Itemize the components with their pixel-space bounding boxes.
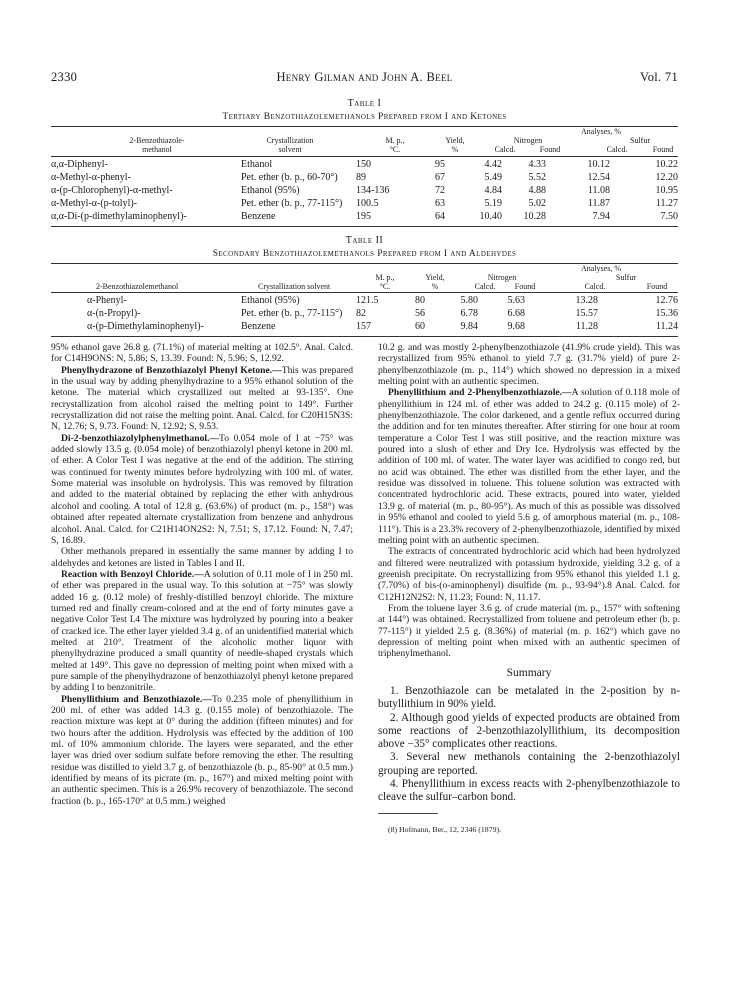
- table-cell: 10.12: [587, 159, 610, 170]
- summary-item: 2. Although good yields of expected products are obtained from some reactions of 2-benzothiazolyllithium, its decomposition above −35° complicates other reactions.: [378, 711, 680, 751]
- table-row: [51, 159, 678, 172]
- table-cell: 134-136: [356, 185, 390, 196]
- table-cell: 11.28: [575, 321, 598, 332]
- table-cell: 11.24: [655, 321, 678, 332]
- table-row: [51, 185, 678, 198]
- table-cell: 6.68: [507, 308, 525, 319]
- table-cell: 12.20: [655, 172, 678, 183]
- paragraph: [51, 433, 353, 546]
- table-2-n-calcd-header: Calcd.: [474, 282, 496, 291]
- right-text-column: [378, 342, 680, 835]
- table-cell: 6.78: [460, 308, 478, 319]
- paragraph-heading: Reaction with Benzoyl Chloride.—: [61, 568, 204, 580]
- table-cell: Benzene: [241, 211, 276, 222]
- paragraph-text: A solution of 0.118 mole of phenyllithium in 124 ml. of ether was added to 24.2 g. (0.115 mole) of 2-phenylbenzothiazole. The color darkened, and a gentle reflux occurred during the addition and for ten minutes thereafter. After stirring for one hour at room temperature a Color Test I was still positive, and the reaction mixture was poured into a slush of ether and Dry Ice. Hydrolysis was effected by the addition of 100 ml. of water. The water layer was acidified to congo red, but no acid was obtained. The ether was distilled from the ether layer, and the residue was dissolved in toluene. This toluene solution was extracted with concentrated hydrochloric acid. These extracts, poured into water, yielded 13.9 g. of material (m. p., 80-95°). As much of this as possible was dissolved in 95% ethanol and cooled to yield 5.6 g. of amorphous material (m. p., 108-111°). This is a 23.3% recovery of 2-phenylbenzothiazole, identified by mixed melting point with an authentic specimen.: [378, 387, 680, 546]
- table-cell: α-(p-Dimethylaminophenyl)-: [87, 321, 204, 332]
- paragraph-text: A solution of 0.11 mole of I in 250 ml. of ether was prepared in the usual way. To this solution at −75° was slowly added 16 g. (0.12 mole) of freshly-distilled benzoyl chloride. The mixture turned red and finally cream-colored and at the end of forty minutes gave a negative Color Test I.4 The mixture was hydrolyzed by pouring into a beaker of cracked ice. The ether layer yielded 3.4 g. of an unidentified material which melted at 210°. Treatment of the alcoholic mother liquor with phenylhydrazine produced a small quantity of needle-shaped crystals which melted at 149°. This gave no depression of melting point when mixed with a pure sample of the phenylhydrazone of benzothiazolyl phenyl ketone prepared by adding I to benzonitrile.: [51, 568, 353, 694]
- table-row: [51, 321, 678, 334]
- table-cell: α-Phenyl-: [87, 295, 127, 306]
- table-2-nitrogen-header: Nitrogen: [487, 273, 517, 282]
- paragraph-text: The extracts of concentrated hydrochloric acid which had been hydrolyzed and filtered were neutralized with potassium hydroxide, yielding 3.2 g. of a greenish precipitate. On recrystallizing from 95% ethanol this yielded 1.1 g. (7.70%) of bis-(o-aminophenyl) disulfide (m. p., 93-94°).8 Anal. Calcd. for C12H12N2S2: N, 11.23; Found: N, 11.17.: [378, 546, 680, 603]
- paragraph-heading: Phenylhydrazone of Benzothiazolyl Phenyl Ketone.—: [61, 364, 282, 376]
- table-row: [51, 172, 678, 185]
- table-cell: 67: [435, 172, 445, 183]
- summary-item: 4. Phenyllithium in excess reacts with 2-phenylbenzothiazole to cleave the sulfur–carbon bond.: [378, 778, 680, 804]
- table-2-yield-header: Yield, %: [425, 273, 445, 291]
- right-paragraphs: [378, 342, 680, 660]
- table-2-mp-header: M. p., °C.: [375, 273, 395, 291]
- table-cell: Benzene: [241, 321, 276, 332]
- table-cell: 72: [435, 185, 445, 196]
- table-cell: 11.08: [587, 185, 610, 196]
- table-1-nitrogen-header: Nitrogen: [513, 136, 543, 145]
- table-cell: 82: [356, 308, 366, 319]
- table-1-bottom-rule: [51, 226, 678, 227]
- footnote: (8) Hofmann, Ber., 12, 2346 (1879).: [388, 824, 502, 834]
- table-cell: 157: [356, 321, 371, 332]
- table-cell: Pet. ether (b. p., 60-70°): [241, 172, 338, 183]
- table-2-label: Table II: [345, 235, 384, 246]
- paragraph-text: To 0.235 mole of phenyllithium in 200 ml. of ether was added 14.3 g. (0.155 mole) of benzothiazole. The reaction mixture was kept at 0° during the addition (fifteen minutes) and for two hours after the addition. Hydrolysis was effected by the addition of 100 ml. of 10% ammonium chloride. The layers were separated, and the ether layer was dried over sodium sulfate before removing the ether. The resulting residue was distilled to yield 3.7 g. of benzothiazole (b. p., 85-90° at 0.5 mm.) identified by means of its picrate (m. p., 167°) and mixed melting point with an authentic specimen. This is a 26.9% recovery of benzothiazole. The second fraction (b. p., 165-170° at 0.5 mm.) weighed: [51, 693, 353, 807]
- table-1-analyses-header: Analyses, %: [581, 127, 621, 136]
- table-1-sulfur-header: Sulfur: [630, 136, 650, 145]
- table-cell: 9.68: [507, 321, 525, 332]
- paragraph-text: This was prepared in the usual way by adding phenylhydrazine to a 95% ethanol solution of the ketone. The material which crystallized out melted at 93-135°. One recrystallization from alcohol raised the melting point to 149°. Further recrystallization did not raise the melting point. Anal. Calcd. for C20H15N3S: N, 12.76; S, 9.73. Found: N, 12.92; S, 9.53.: [51, 364, 353, 433]
- table-1-s-calcd-header: Calcd.: [606, 145, 628, 154]
- table-cell: 11.27: [655, 198, 678, 209]
- table-cell: Ethanol (95%): [241, 185, 300, 196]
- table-cell: 195: [356, 211, 371, 222]
- table-cell: 5.52: [528, 172, 546, 183]
- table-cell: 150: [356, 159, 371, 170]
- running-header: [51, 70, 678, 86]
- table-cell: 9.84: [460, 321, 478, 332]
- table-cell: α-Methyl-α-(p-tolyl)-: [51, 198, 138, 209]
- table-cell: 89: [356, 172, 366, 183]
- table-cell: 121.5: [356, 295, 379, 306]
- table-row: [51, 211, 678, 224]
- table-cell: Pet. ether (b. p., 77-115°): [241, 198, 343, 209]
- table-1-mp-header: M. p., °C.: [385, 136, 405, 154]
- table-cell: α,α-Diphenyl-: [51, 159, 108, 170]
- table-cell: Pet. ether (b. p., 77-115°): [241, 308, 343, 319]
- paragraph: [51, 569, 353, 694]
- paragraph-text: To 0.054 mole of I at −75° was added slowly 13.5 g. (0.054 mole) of benzothiazolyl phenyl ketone in 200 ml. of ether. A Color Test I was negative at the end of the addition. The stirring was continued for twenty minutes before hydrolyzing with 100 ml. of water. Some material was insoluble on hydrolysis. This was removed by filtration and added to the material obtained by replacing the ether with anhydrous alcohol and cooling. A total of 12.8 g. (63.6%) of product (m. p., 158°) was obtained after repeated alternate crystallization from benzene and anhydrous alcohol. Anal. Calcd. for C21H14ON2S2: N, 7.51; S, 17.12. Found: N, 7.47; S, 16.89.: [51, 432, 353, 546]
- table-1-header-rule: [51, 156, 678, 157]
- table-1-label: Table I: [347, 98, 382, 109]
- table-cell: 4.33: [528, 159, 546, 170]
- table-1-yield-header: Yield, %: [445, 136, 465, 154]
- table-2-s-calcd-header: Calcd.: [584, 282, 606, 291]
- table-1-title: Tertiary Benzothiazolemethanols Prepared from I and Ketones: [222, 112, 507, 122]
- volume-label: Vol. 71: [640, 70, 678, 84]
- paragraph-text: Other methanols prepared in essentially the same manner by adding I to aldehydes and ketones are listed in Tables I and II.: [51, 546, 353, 569]
- table-cell: 13.28: [575, 295, 598, 306]
- paragraph-text: 95% ethanol gave 26.8 g. (71.1%) of material melting at 102.5°. Anal. Calcd. for C14H9ONS: N, 5.86; S, 13.39. Found: N, 5.96; S, 12.92.: [51, 342, 353, 365]
- table-cell: α,α-Di-(p-dimethylaminophenyl)-: [51, 211, 187, 222]
- paragraph: [51, 342, 353, 365]
- summary-list: [378, 685, 680, 805]
- table-cell: α-(n-Propyl)-: [87, 308, 141, 319]
- table-cell: 5.49: [484, 172, 502, 183]
- author-names: Henry Gilman and John A. Beel: [276, 70, 453, 84]
- paragraph-text: From the toluene layer 3.6 g. of crude material (m. p., 157° with softening at 144°) was obtained. Recrystallized from toluene and petroleum ether (b. p. 77-115°) it yielded 2.5 g. (8.36%) of material (m. p. 162°) which gave no depression of melting point when mixed with an authentic specimen of triphenylmethanol.: [378, 602, 680, 660]
- paragraph-heading: Phenyllithium and 2-Phenylbenzothiazole.—: [388, 387, 572, 399]
- table-cell: 100.5: [356, 198, 379, 209]
- table-cell: 4.42: [484, 159, 502, 170]
- footnote-rule: [378, 813, 438, 814]
- paragraph: [51, 694, 353, 807]
- paragraph: [51, 365, 353, 433]
- table-2-n-found-header: Found: [514, 282, 536, 291]
- table-1-s-found-header: Found: [652, 145, 674, 154]
- table-cell: 10.28: [523, 211, 546, 222]
- table-cell: 64: [435, 211, 445, 222]
- table-2-solvent-header: Crystallization solvent: [258, 282, 331, 291]
- table-2-header-rule: [51, 292, 678, 293]
- paragraph: [378, 342, 680, 387]
- table-2-compound-header: 2-Benzothiazolemethanol: [96, 282, 179, 291]
- table-cell: Ethanol (95%): [241, 295, 300, 306]
- table-cell: 15.36: [655, 308, 678, 319]
- summary-item: 1. Benzothiazole can be metalated in the 2-position by n-butyllithium in 90% yield.: [378, 684, 680, 711]
- table-cell: 12.54: [587, 172, 610, 183]
- paragraph-heading: Di-2-benzothiazolylphenylmethanol.—: [61, 432, 220, 444]
- table-cell: 4.88: [528, 185, 546, 196]
- table-cell: 95: [435, 159, 445, 170]
- table-2-bottom-rule: [51, 336, 678, 337]
- table-cell: 5.19: [484, 198, 502, 209]
- table-cell: 7.50: [660, 211, 678, 222]
- table-1-n-found-header: Found: [539, 145, 561, 154]
- table-cell: 5.80: [460, 295, 478, 306]
- paragraph: [378, 387, 680, 546]
- table-cell: 10.40: [479, 211, 502, 222]
- table-row: [51, 295, 678, 308]
- table-cell: 10.22: [655, 159, 678, 170]
- table-cell: 12.76: [655, 295, 678, 306]
- table-cell: 10.95: [655, 185, 678, 196]
- page-number: 2330: [51, 70, 78, 84]
- table-cell: 5.02: [528, 198, 546, 209]
- table-cell: 15.57: [575, 308, 598, 319]
- table-1-compound-header: 2-Benzothiazole- methanol: [129, 136, 185, 154]
- table-cell: Ethanol: [241, 159, 273, 170]
- table-cell: 7.94: [592, 211, 610, 222]
- paragraph: [378, 603, 680, 660]
- summary-item: 3. Several new methanols containing the 2-benzothiazolyl grouping are reported.: [378, 751, 680, 777]
- paragraph: [378, 546, 680, 603]
- summary-heading: Summary: [506, 666, 552, 679]
- table-cell: 60: [415, 321, 425, 332]
- left-text-column: [51, 342, 353, 807]
- table-cell: 5.63: [507, 295, 525, 306]
- table-cell: α-Methyl-α-phenyl-: [51, 172, 131, 183]
- paragraph-heading: Phenyllithium and Benzothiazole.—: [61, 693, 212, 705]
- table-2-title: Secondary Benzothiazolemethanols Prepared from I and Aldehydes: [212, 249, 517, 259]
- table-cell: 80: [415, 295, 425, 306]
- table-2-sulfur-header: Sulfur: [616, 273, 636, 282]
- table-cell: 4.84: [484, 185, 502, 196]
- table-1-solvent-header: Crystallization solvent: [266, 136, 314, 154]
- table-cell: 11.87: [587, 198, 610, 209]
- table-row: [51, 198, 678, 211]
- table-1-n-calcd-header: Calcd.: [494, 145, 516, 154]
- table-2-s-found-header: Found: [646, 282, 668, 291]
- table-cell: 63: [435, 198, 445, 209]
- paragraph: [51, 546, 353, 569]
- table-cell: 56: [415, 308, 425, 319]
- paragraph-text: 10.2 g. and was mostly 2-phenylbenzothiazole (41.9% crude yield). This was recrystallized from 95% ethanol to yield 7.7 g. (31.7% yield) of pure 2-phenylbenzothiazole (m. p., 114°) which showed no depression in a mixed melting point with an authentic specimen.: [378, 342, 680, 388]
- table-cell: α-(p-Chlorophenyl)-α-methyl-: [51, 185, 173, 196]
- table-2-analyses-header: Analyses, %: [581, 264, 621, 273]
- table-row: [51, 308, 678, 321]
